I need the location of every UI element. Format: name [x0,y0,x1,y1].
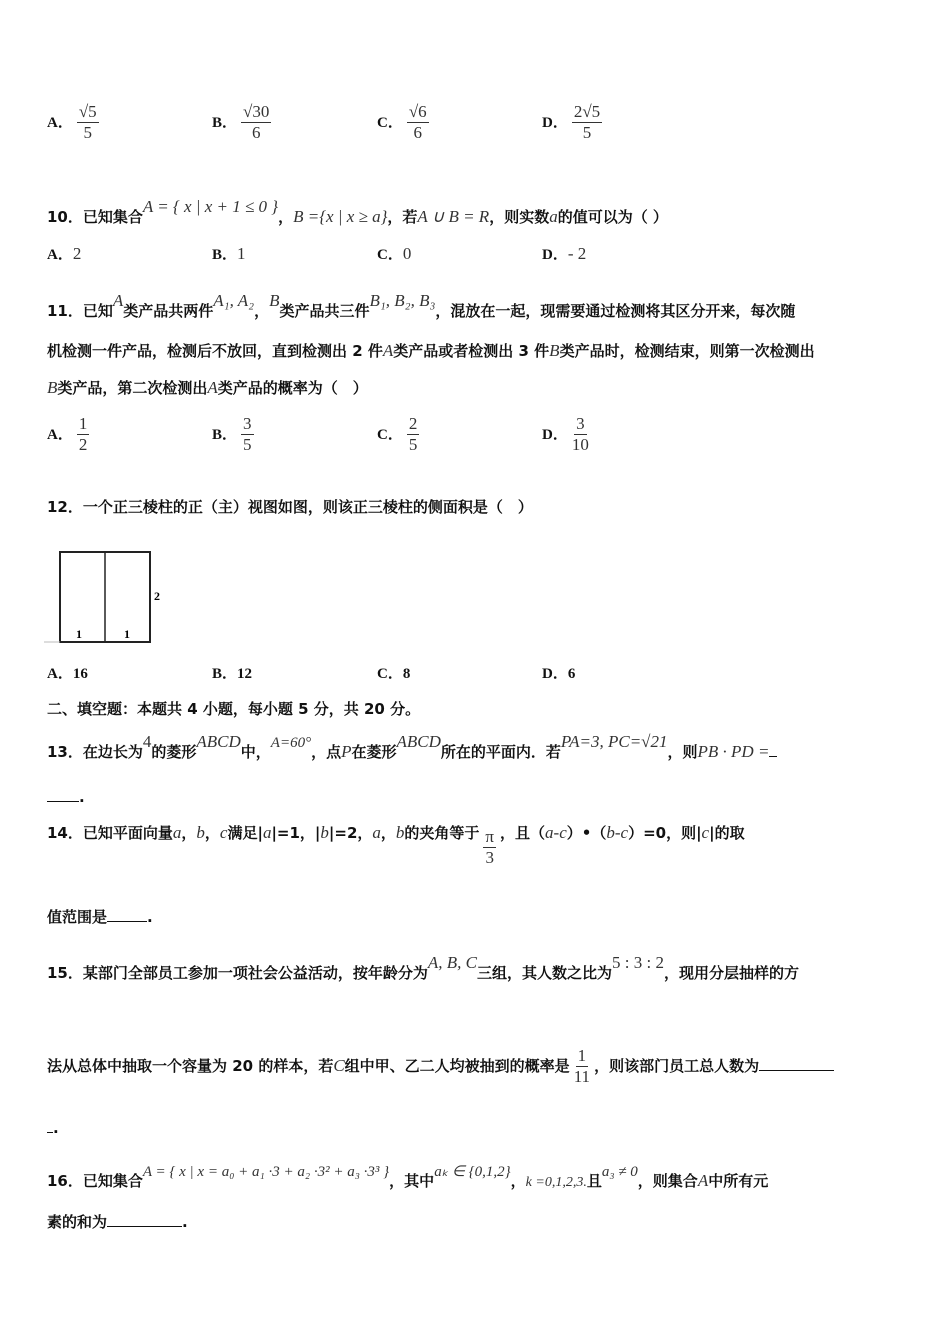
math: k =0,1,2,3. [525,1175,587,1190]
text: |=1，| [271,824,321,842]
numerator: √30 [243,102,270,121]
text: 的值可以为（ ） [557,208,668,226]
denominator: 5 [83,123,93,142]
option-label: C． [377,247,403,263]
option-b [212,243,246,266]
option-value: 1 [237,244,246,263]
option-c: C．8 [377,666,411,682]
denominator: 5 [243,435,252,454]
math-A: A [382,341,394,360]
option-label: B． [212,115,238,131]
option-value: 0 [402,244,412,263]
text: 11．已知 [47,302,113,320]
math-B123: B₁, B₂, B₃ [369,291,436,310]
math: a [545,823,554,842]
numerator: 3 [243,414,252,433]
math-set-a: A = { x | x + 1 ≤ 0 } [142,197,279,216]
text: 类产品，第二次检测出 [57,379,208,397]
numerator: √5 [78,102,97,121]
option-d: D．6 [542,666,576,682]
text: 中， [240,743,271,761]
text: . [53,1119,59,1137]
option-label: A． [47,247,73,263]
math: ABCD [396,732,441,751]
math: C [333,1056,345,1075]
option-label: A． [47,427,73,443]
text: . [147,908,153,926]
math: b [320,823,329,842]
text: 满足| [227,824,263,842]
math: a₃ ≠ 0 [601,1164,638,1180]
prism-front-view-figure [44,548,164,648]
math: c [701,823,710,842]
label-bottom-left: 1 [76,627,82,641]
math: PB · PD = [697,742,770,761]
numerator: 1 [577,1046,587,1065]
text: 法从总体中抽取一个容量为 20 的样本，若 [47,1057,334,1075]
q15-line-1 [47,952,799,984]
text: ，则该部门员工总人数为 [594,1057,760,1075]
text: ，其中 [389,1172,435,1190]
math: A, B, C [427,953,477,972]
math: 4 [142,732,152,751]
text: ， [380,824,396,842]
option-label: B． [212,427,238,443]
text: 三组，其人数之比为 [477,964,613,982]
option-a [47,243,81,266]
answer-blank[interactable] [47,787,79,802]
text: ）•（ [566,824,607,842]
math: A = { x | x = a₀ + a₁ ·3 + a₂ ·3² + a₃ ·3³ } [142,1164,390,1180]
math: PA=3, PC=√21 [560,732,668,751]
denominator: 5 [408,435,418,454]
text: . [79,788,85,806]
text: 素的和为 [47,1213,108,1231]
option-value: - 2 [567,244,587,263]
math-A: A [112,291,124,310]
text: 类产品或者检测出 3 件 [393,342,550,360]
text: ， [204,824,220,842]
text: ，且（ [500,824,546,842]
text: 在菱形 [351,743,397,761]
q15-line-3 [47,1117,59,1139]
text: 的菱形 [151,743,197,761]
text: 的夹角等于 [404,824,480,842]
option-c [377,243,411,266]
denominator: 6 [251,123,261,142]
denominator: 5 [582,123,592,142]
denominator: 11 [573,1067,591,1086]
text: ，则集合 [637,1172,698,1190]
numerator: 2√5 [573,102,601,121]
math: a [262,823,272,842]
answer-blank[interactable] [107,907,147,922]
numerator: π [485,827,495,846]
text: ， [181,824,197,842]
text: 13．在边长为 [47,743,143,761]
option-a: A．16 [47,666,88,682]
math-A12: A₁, A₂ [213,291,255,310]
math-B: B [549,341,560,360]
label-side: 2 [154,589,160,603]
text: 中所有元 [708,1172,769,1190]
text: 值范围是 [47,908,108,926]
text: 机检测一件产品，检测后不放回，直到检测出 2 件 [47,342,383,360]
text: ， [510,1172,526,1190]
text: ，则实数 [489,208,550,226]
option-c [377,102,433,143]
answer-blank[interactable] [769,742,777,757]
text: |=2， [328,824,373,842]
math: - [614,823,621,842]
text: 15．某部门全部员工参加一项社会公益活动，按年龄分为 [47,964,428,982]
text: ， [254,302,270,320]
option-b [212,102,275,143]
math: b [196,823,205,842]
math: A [697,1171,709,1190]
q11-line-2 [47,340,815,362]
label-bottom-right: 1 [124,627,130,641]
denominator: 6 [413,123,423,142]
option-value: 2 [72,244,82,263]
option-label: D． [542,115,568,131]
denominator: 10 [571,435,589,454]
text: 所在的平面内．若 [440,743,561,761]
option-a [47,102,103,143]
text: ，现用分层抽样的方 [663,964,799,982]
option-label: C． [377,427,403,443]
math: 5 : 3 : 2 [612,953,664,972]
math: b [395,823,405,842]
q16-line-2 [47,1211,188,1233]
numerator: 1 [78,414,88,433]
text: ）=0，则| [628,824,702,842]
section-heading: 二、填空题：本题共 4 小题，每小题 5 分，共 20 分。 [47,700,421,718]
text: ，混放在一起，现需要通过检测将其区分开来，每次随 [435,302,796,320]
option-d [542,102,606,143]
math: b [606,823,615,842]
text: 16．已知集合 [47,1172,143,1190]
q16-line-1 [47,1161,768,1194]
denominator: 3 [485,848,494,867]
text: 类产品共三件 [279,302,370,320]
text: 10．已知集合 [47,208,143,226]
text: ，点 [311,743,342,761]
q11-line-1 [47,290,795,322]
math: a [172,823,182,842]
q13-stem [47,731,777,763]
option-a [47,414,93,455]
option-d [542,414,593,455]
q13-blank-line [47,786,85,808]
math: c [559,823,567,842]
math-B: B [47,378,58,397]
math: c [219,823,228,842]
math: c [620,823,629,842]
math: aₖ ∈ {0,1,2} [434,1164,511,1180]
answer-blank[interactable] [759,1056,834,1071]
denominator: 2 [78,435,88,454]
option-b: B．12 [212,666,253,682]
option-c [377,414,423,455]
text: 14．已知平面向量 [47,824,173,842]
math: A=60° [270,735,312,751]
text: 类产品共两件 [123,302,214,320]
math-a: a [549,207,558,226]
text: 类产品的概率为（ ） [217,379,368,397]
text: 且 [586,1172,602,1190]
math: - [553,823,560,842]
math: ABCD [196,732,241,751]
math-set-b: B ={x | x ≥ a} [293,207,388,226]
q10-stem [47,196,668,228]
math-A: A [207,378,218,397]
option-label: D． [542,427,568,443]
math-union: A ∪ B = R [417,207,490,226]
text: . [182,1213,188,1231]
q14-line-2 [47,906,153,928]
option-label: B． [212,247,238,263]
option-label: A． [47,115,73,131]
option-d [542,243,586,266]
text: |的取 [709,824,745,842]
math-B: B [269,291,280,310]
answer-blank[interactable] [107,1212,182,1227]
text: ，若 [387,208,418,226]
q14-stem [47,822,745,868]
option-label: D． [542,247,568,263]
q11-line-3 [47,377,368,399]
q12-stem: 12．一个正三棱柱的正（主）视图如图，则该正三棱柱的侧面积是（ ） [47,498,533,516]
q15-line-2 [47,1046,834,1087]
text: 类产品时，检测结束，则第一次检测出 [559,342,815,360]
text: ， [278,208,294,226]
numerator: 3 [576,414,585,433]
math: a [372,823,381,842]
option-label: C． [377,115,403,131]
math: P [341,742,352,761]
numerator: 2 [408,414,418,433]
text: 组中甲、乙二人均被抽到的概率是 [344,1057,570,1075]
text: ，则 [667,743,698,761]
option-b [212,414,258,455]
numerator: √6 [408,102,427,121]
